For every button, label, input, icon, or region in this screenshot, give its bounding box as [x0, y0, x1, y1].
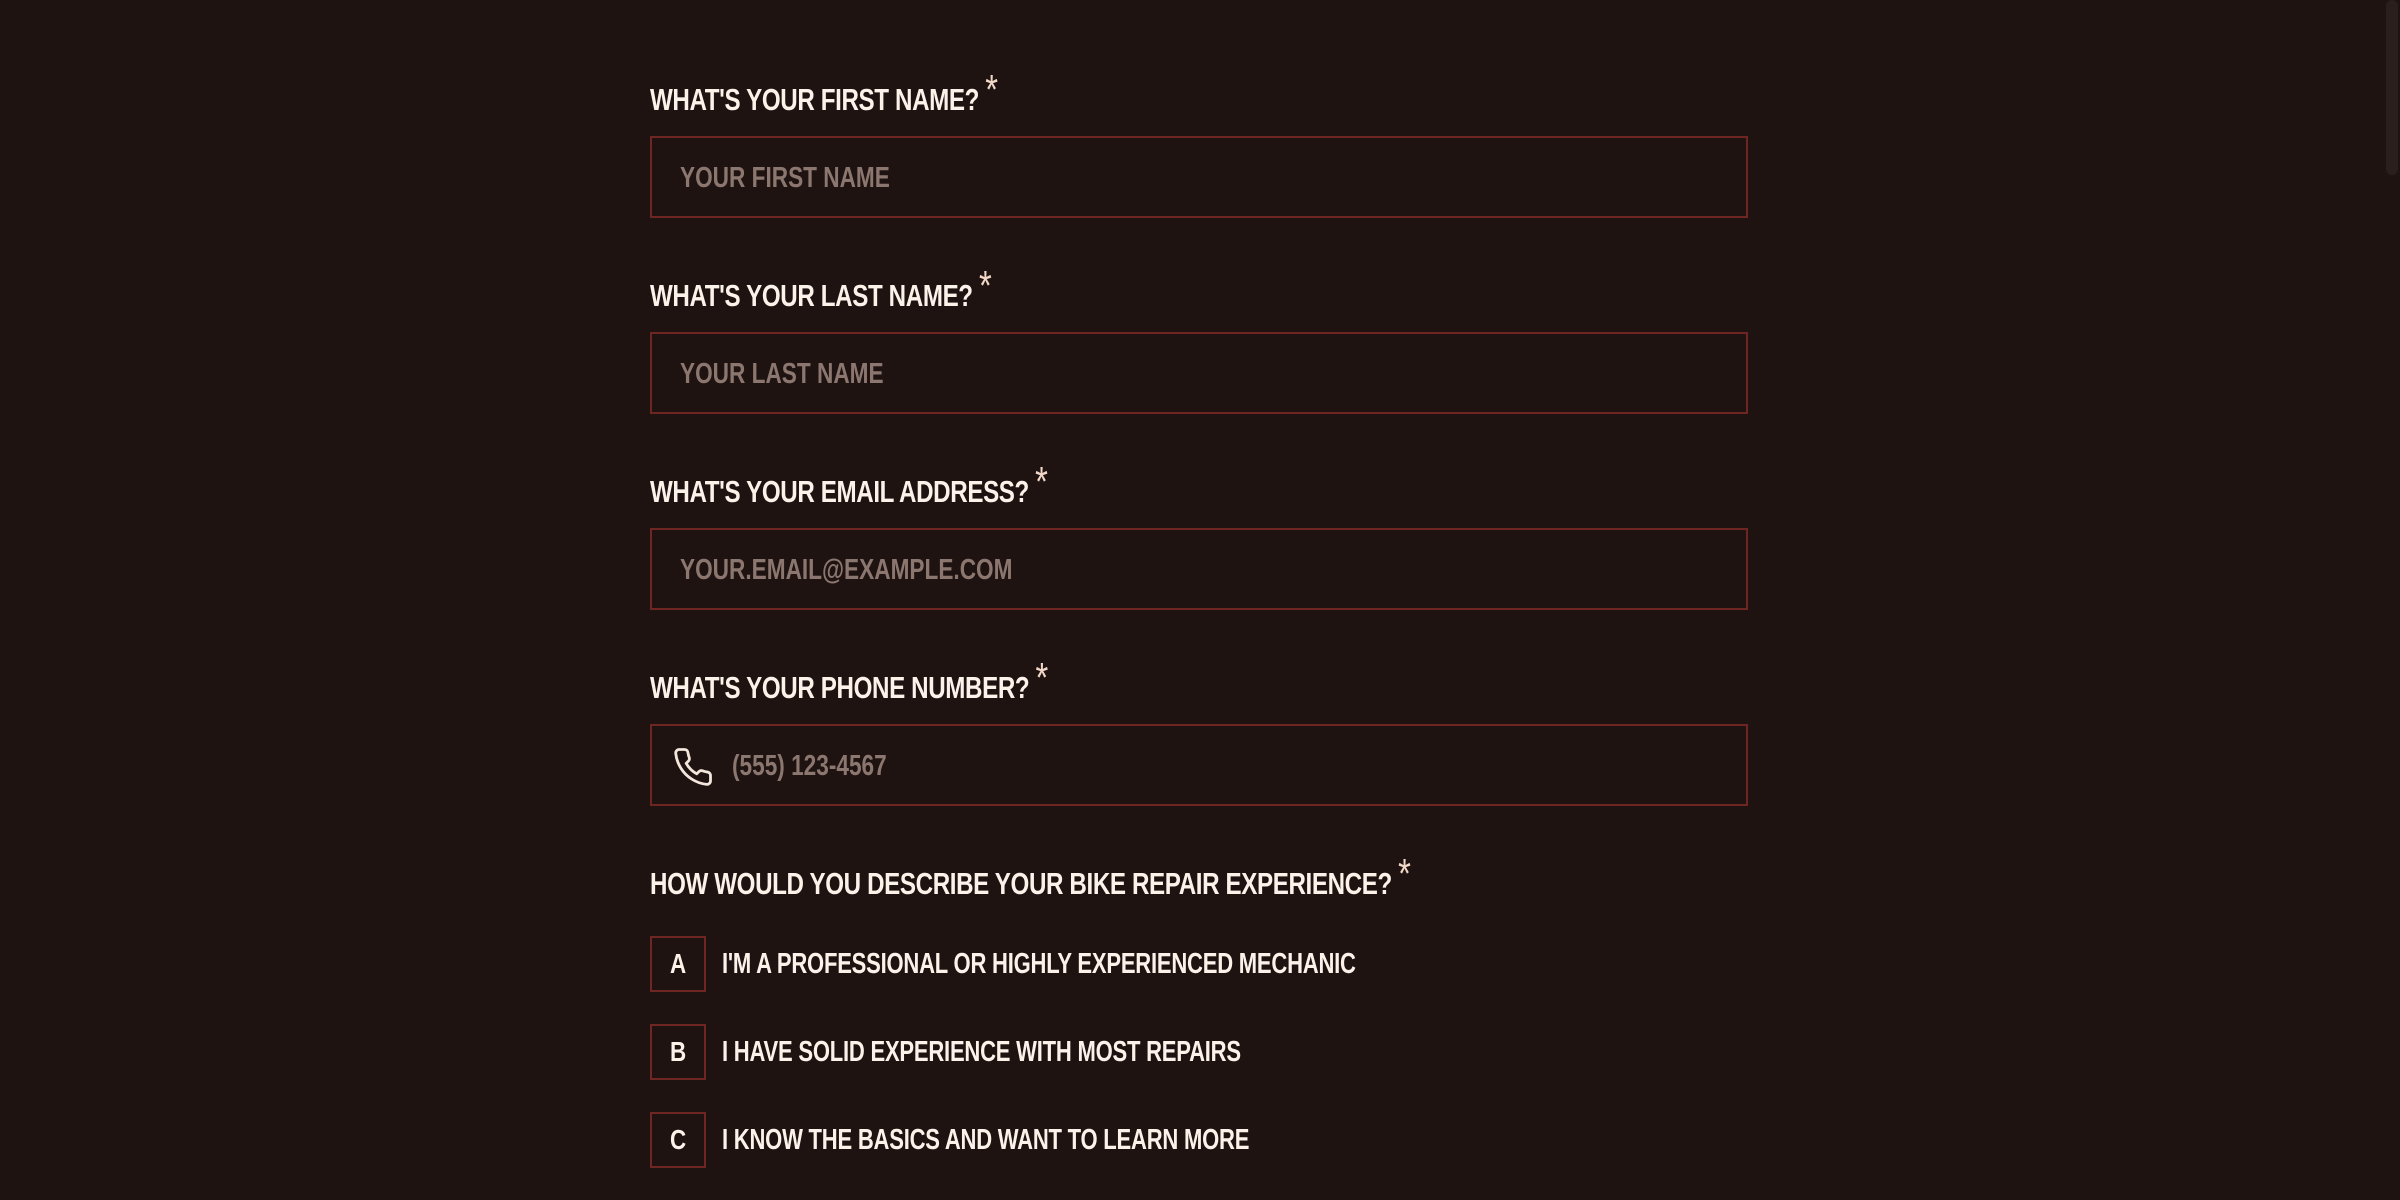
experience-label-text: HOW WOULD YOU DESCRIBE YOUR BIKE REPAIR EXPERIENCE?	[650, 866, 1392, 901]
required-asterisk: *	[1035, 458, 1048, 505]
email-input[interactable]	[650, 528, 1748, 610]
first-name-label	[650, 66, 998, 120]
required-asterisk: *	[1035, 654, 1048, 701]
option-label: I KNOW THE BASICS AND WANT TO LEARN MORE	[722, 1124, 1250, 1156]
experience-option-c[interactable]	[650, 1112, 1650, 1168]
phone-placeholder: (555) 123-4567	[732, 750, 887, 782]
first-name-input[interactable]	[650, 136, 1748, 218]
experience-option-b[interactable]	[650, 1024, 1650, 1080]
email-placeholder: YOUR.EMAIL@EXAMPLE.COM	[680, 554, 1013, 586]
last-name-label	[650, 262, 992, 316]
required-asterisk: *	[978, 262, 992, 309]
last-name-input[interactable]	[650, 332, 1748, 414]
option-key: B	[650, 1024, 706, 1080]
option-label: I HAVE SOLID EXPERIENCE WITH MOST REPAIRS	[722, 1036, 1241, 1068]
experience-option-a[interactable]	[650, 936, 1650, 992]
required-asterisk: *	[985, 66, 998, 113]
option-label: I'M A PROFESSIONAL OR HIGHLY EXPERIENCED MECHANIC	[722, 948, 1356, 980]
scrollbar-thumb[interactable]	[2386, 0, 2398, 175]
first-name-label-text: WHAT'S YOUR FIRST NAME?	[650, 82, 980, 117]
email-label-text: WHAT'S YOUR EMAIL ADDRESS?	[650, 474, 1029, 509]
option-key: A	[650, 936, 706, 992]
first-name-placeholder: YOUR FIRST NAME	[680, 162, 890, 194]
option-key: C	[650, 1112, 706, 1168]
last-name-label-text: WHAT'S YOUR LAST NAME?	[650, 278, 973, 313]
phone-label-text: WHAT'S YOUR PHONE NUMBER?	[650, 670, 1030, 705]
email-label	[650, 458, 1048, 512]
required-asterisk: *	[1398, 850, 1411, 897]
phone-icon	[672, 746, 714, 788]
phone-input[interactable]	[650, 724, 1748, 806]
experience-label	[650, 850, 1411, 904]
last-name-placeholder: YOUR LAST NAME	[680, 358, 884, 390]
phone-label	[650, 654, 1048, 708]
